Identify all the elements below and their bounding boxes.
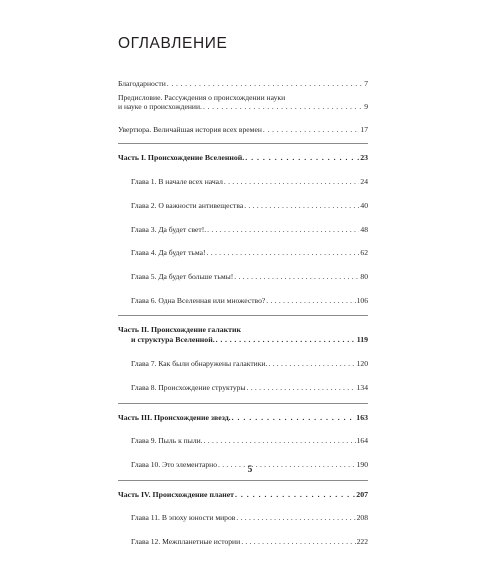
dot-leader: [207, 248, 360, 258]
chapter-title: Глава 6. Одна Вселенная или множество?: [131, 295, 266, 305]
chapter-page: 80: [360, 272, 368, 282]
dot-leader: [207, 225, 359, 235]
chapter-page: 134: [356, 383, 368, 393]
dot-leader: [236, 513, 355, 523]
dot-leader: [167, 79, 363, 89]
toc-entry-overture[interactable]: [118, 125, 368, 135]
entry-line2: [118, 102, 368, 112]
chapter-title: Глава 8. Происхождение структуры: [131, 383, 246, 393]
dot-leader: [245, 153, 359, 163]
toc-chapter-4[interactable]: [118, 248, 368, 258]
entry-title: и науке о происхождении.: [118, 102, 202, 112]
entry-page: 7: [364, 79, 368, 88]
dot-leader: [268, 359, 355, 369]
toc-chapter-3[interactable]: [118, 225, 368, 235]
divider: [118, 143, 368, 144]
toc-part-1[interactable]: [118, 153, 368, 163]
dot-leader: [216, 335, 356, 345]
dot-leader: [204, 436, 356, 446]
chapter-title: Глава 11. В эпоху юности миров: [131, 513, 236, 523]
chapter-page: 24: [360, 176, 368, 186]
chapter-title: Глава 7. Как были обнаружены галактики.: [131, 359, 268, 369]
entry-title: Благодарности: [118, 79, 166, 88]
dot-leader: [235, 490, 355, 500]
chapter-title: Глава 4. Да будет тьма!: [131, 248, 206, 258]
toc-part-4[interactable]: [118, 490, 368, 500]
toc-chapter-12[interactable]: [118, 537, 368, 547]
page-number: 5: [247, 464, 253, 474]
chapter-title: Глава 3. Да будет свет!.: [131, 224, 207, 234]
chapter-page: 40: [360, 200, 368, 210]
toc-chapter-5[interactable]: [118, 272, 368, 282]
part-page: 207: [356, 489, 368, 499]
entry-title-line1: Предисловие. Рассуждения о происхождении науки: [118, 92, 286, 102]
part-page: 119: [356, 335, 368, 345]
chapter-page: 190: [356, 460, 368, 470]
dot-leader: [224, 177, 360, 187]
part-title: Часть IV. Происхождение планет: [118, 489, 234, 499]
part-line2: [118, 335, 368, 345]
chapter-page: 62: [360, 248, 368, 258]
toc-entry-preface[interactable]: [118, 93, 368, 112]
toc-chapter-11[interactable]: [118, 513, 368, 523]
toc-part-2[interactable]: [118, 325, 368, 345]
chapter-page: 222: [356, 537, 368, 547]
dot-leader: [263, 125, 360, 135]
toc-chapter-7[interactable]: [118, 359, 368, 369]
toc-chapter-1[interactable]: [118, 177, 368, 187]
entry-page: 9: [364, 102, 368, 112]
toc-part-3[interactable]: [118, 413, 368, 423]
chapter-title: Глава 10. Это элементарно: [131, 460, 218, 470]
part-page: 23: [360, 153, 368, 163]
chapter-title: Глава 5. Да будет больше тьмы!: [131, 272, 234, 282]
toc-chapter-9[interactable]: [118, 436, 368, 446]
chapter-title: Глава 1. В начале всех начал: [131, 176, 223, 186]
chapter-page: 106: [356, 295, 368, 305]
divider: [118, 315, 368, 316]
chapter-page: 208: [356, 513, 368, 523]
entry-page: 17: [360, 124, 368, 134]
toc-chapter-6[interactable]: [118, 296, 368, 306]
dot-leader: [234, 272, 359, 282]
dot-leader: [203, 102, 363, 112]
divider: [118, 403, 368, 404]
toc-chapter-8[interactable]: [118, 383, 368, 393]
chapter-page: 164: [356, 436, 368, 446]
part-title-line1: Часть II. Происхождение галактик: [118, 325, 241, 335]
divider: [118, 480, 368, 481]
entry-title: Увертюра. Величайшая история всех времен: [118, 124, 262, 134]
dot-leader: [247, 383, 356, 393]
dot-leader: [232, 413, 356, 423]
dot-leader: [241, 537, 355, 547]
part-page: 163: [356, 412, 368, 422]
chapter-page: 48: [360, 224, 368, 234]
chapter-page: 120: [356, 359, 368, 369]
dot-leader: [244, 201, 359, 211]
part-title: и структура Вселенной.: [131, 335, 215, 345]
toc-heading: ОГЛАВЛЕНИЕ: [118, 35, 228, 52]
chapter-title: Глава 9. Пыль к пыли.: [131, 436, 203, 446]
part-title: Часть III. Происхождение звезд.: [118, 412, 231, 422]
part-title: Часть I. Происхождение Вселенной.: [118, 153, 245, 163]
table-of-contents: [118, 79, 368, 561]
chapter-title: Глава 12. Межпланетные истории: [131, 537, 241, 547]
chapter-title: Глава 2. О важности антивещества: [131, 200, 244, 210]
toc-entry-acknowledgements[interactable]: [118, 79, 368, 89]
toc-chapter-2[interactable]: [118, 201, 368, 211]
dot-leader: [266, 296, 355, 306]
